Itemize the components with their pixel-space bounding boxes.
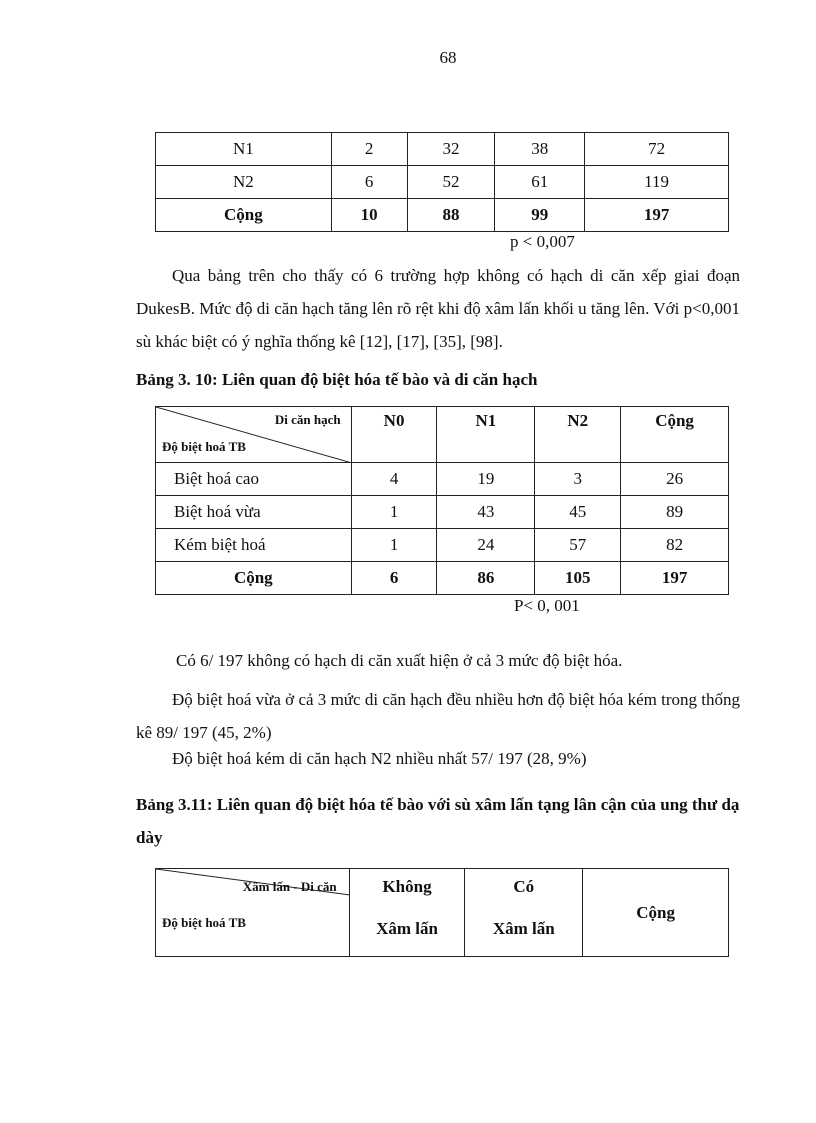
cell: 52 xyxy=(407,166,495,199)
cell: 6 xyxy=(331,166,407,199)
table-header-row xyxy=(156,869,729,957)
col-header: N2 xyxy=(535,407,621,463)
table-row xyxy=(156,166,729,199)
header-top-label: Xâm lấn - Di căn xyxy=(242,879,337,894)
row-label: Biệt hoá vừa xyxy=(156,496,352,529)
cell: 88 xyxy=(407,199,495,232)
row-label: Biệt hoá cao xyxy=(156,463,352,496)
cell: 89 xyxy=(621,496,729,529)
cell: 3 xyxy=(535,463,621,496)
cell: 26 xyxy=(621,463,729,496)
table-3-10 xyxy=(155,406,729,595)
table-row-total xyxy=(156,199,729,232)
table-row xyxy=(156,133,729,166)
col-header-line1: Không xyxy=(382,877,432,896)
cell: 197 xyxy=(621,562,729,595)
table-row xyxy=(156,463,729,496)
col-header: Cộng xyxy=(621,407,729,463)
cell: 4 xyxy=(351,463,437,496)
cell: 38 xyxy=(495,133,585,166)
cell: 197 xyxy=(585,199,729,232)
col-header-line1: Có xyxy=(513,877,535,896)
table-row-total xyxy=(156,562,729,595)
cell: 43 xyxy=(437,496,535,529)
col-header-khong-xam-lan xyxy=(349,869,465,957)
paragraph-4: Độ biệt hoá kém di căn hạch N2 nhiều nhất 57/ 197 (28, 9%) xyxy=(172,749,587,768)
col-header-line2: Xâm lấn xyxy=(492,919,555,938)
col-header: N0 xyxy=(351,407,437,463)
header-top-label: Di căn hạch xyxy=(274,412,341,427)
cell: 24 xyxy=(437,529,535,562)
cell: 105 xyxy=(535,562,621,595)
cell: 57 xyxy=(535,529,621,562)
row-label: Cộng xyxy=(156,562,352,595)
p-value-3-10: P< 0, 001 xyxy=(514,596,580,615)
cell: 1 xyxy=(351,496,437,529)
page-number: 68 xyxy=(439,48,457,67)
paragraph-2: Có 6/ 197 không có hạch di căn xuất hiện ở cả 3 mức độ biệt hóa. xyxy=(176,651,623,670)
table-3-11 xyxy=(155,868,729,957)
row-label: Cộng xyxy=(156,199,332,232)
col-header-line2: Xâm lấn xyxy=(376,919,438,938)
row-label: Kém biệt hoá xyxy=(156,529,352,562)
paragraph-1: Qua bảng trên cho thấy có 6 trường hợp không có hạch di căn xếp giai đoạn DukesB. Mức độ di căn hạch tăng lên rõ rệt khi độ xâm lấn khối u tăng lên. Với p<0,001 sù khác biệt có ý nghĩa thống kê [12], [17], [35], [98]. xyxy=(136,266,740,351)
table-top xyxy=(155,132,729,232)
cell: 82 xyxy=(621,529,729,562)
diagonal-header-cell xyxy=(156,407,352,463)
table-row xyxy=(156,496,729,529)
cell: 32 xyxy=(407,133,495,166)
header-bottom-label: Độ biệt hoá TB xyxy=(162,439,246,454)
p-value-top: p < 0,007 xyxy=(510,232,575,251)
cell: 2 xyxy=(331,133,407,166)
col-header: N1 xyxy=(437,407,535,463)
cell: 10 xyxy=(331,199,407,232)
col-header-co-xam-lan xyxy=(465,869,583,957)
cell: 45 xyxy=(535,496,621,529)
row-label: N1 xyxy=(156,133,332,166)
cell: 119 xyxy=(585,166,729,199)
row-label: N2 xyxy=(156,166,332,199)
cell: 19 xyxy=(437,463,535,496)
cell: 99 xyxy=(495,199,585,232)
cell: 86 xyxy=(437,562,535,595)
table-3-11-title: Bảng 3.11: Liên quan độ biệt hóa tế bào với sù xâm lấn tạng lân cận của ung thư dạ dày xyxy=(136,795,740,847)
paragraph-3: Độ biệt hoá vừa ở cả 3 mức di căn hạch đều nhiều hơn độ biệt hóa kém trong thống kê 89/ 197 (45, 2%) xyxy=(136,690,740,742)
table-header-row xyxy=(156,407,729,463)
table-row xyxy=(156,529,729,562)
cell: 61 xyxy=(495,166,585,199)
cell: 1 xyxy=(351,529,437,562)
cell: 72 xyxy=(585,133,729,166)
header-bottom-label: Độ biệt hoá TB xyxy=(162,915,246,930)
col-header-cong: Cộng xyxy=(583,869,729,957)
table-3-10-title: Bảng 3. 10: Liên quan độ biệt hóa tế bào và di căn hạch xyxy=(136,370,538,389)
cell: 6 xyxy=(351,562,437,595)
diagonal-header-cell xyxy=(156,869,350,957)
